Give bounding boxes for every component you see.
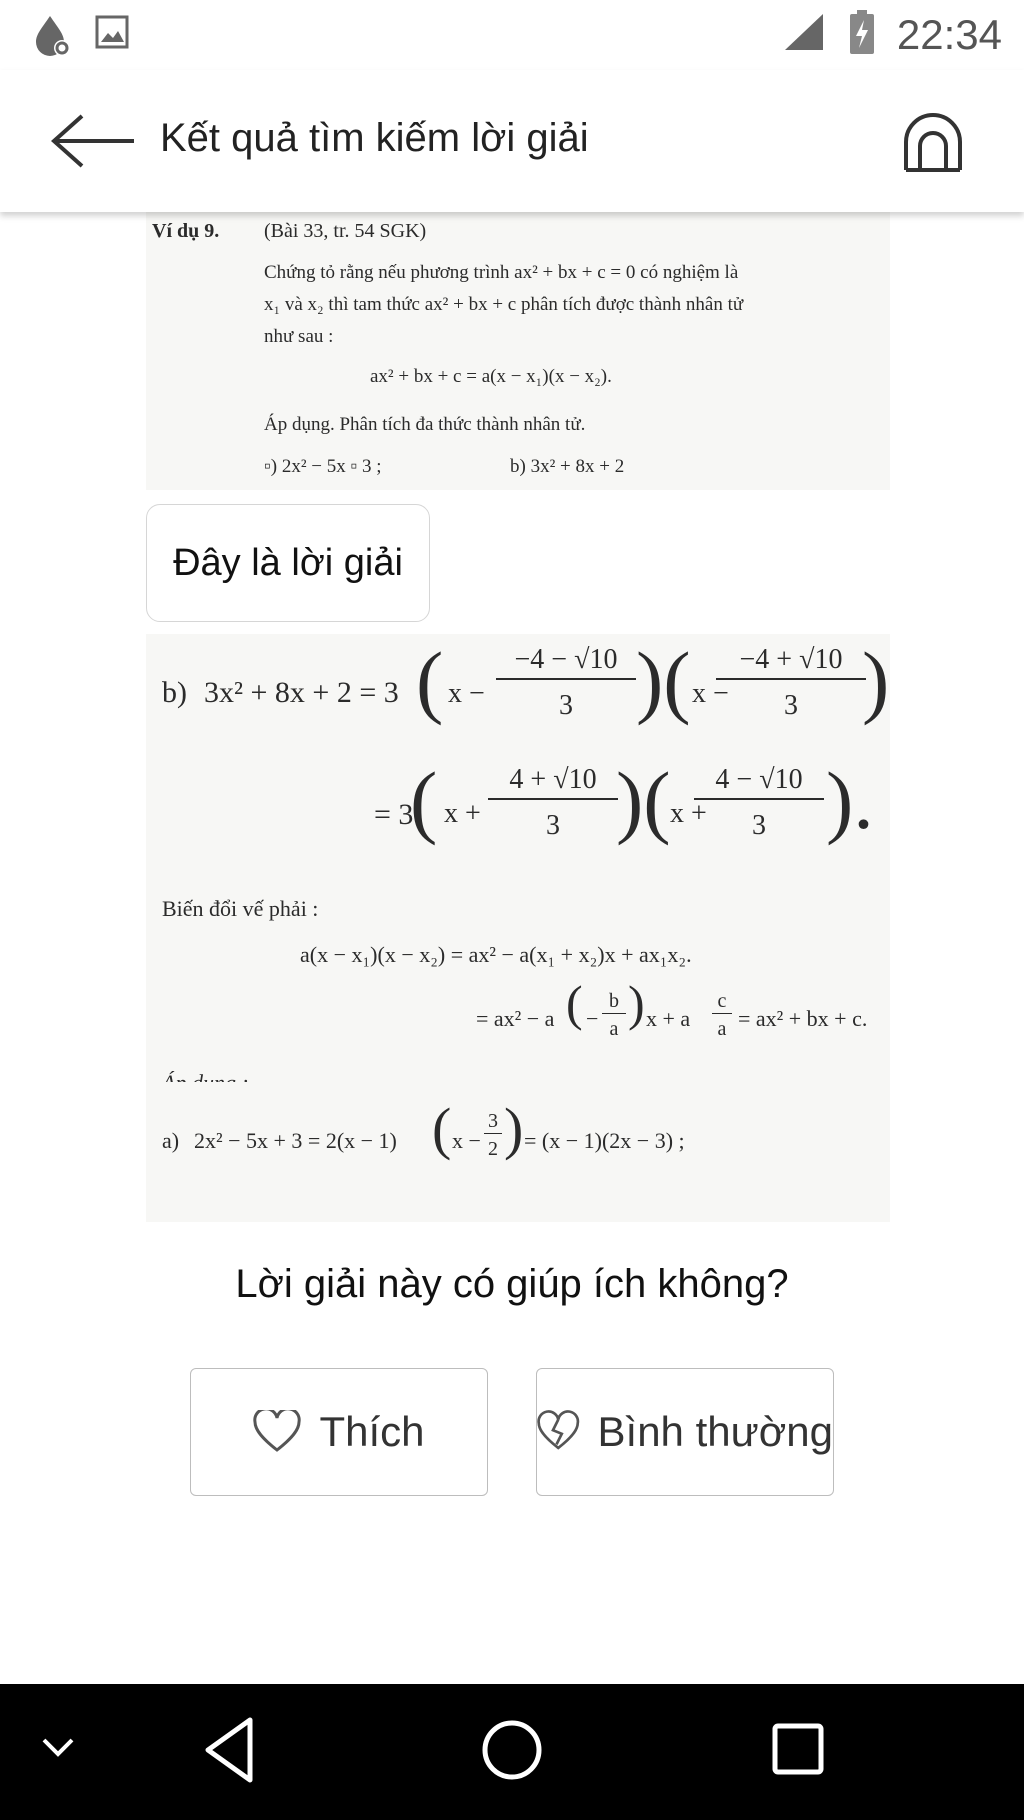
navigation-bar <box>0 1684 1024 1820</box>
problem-part-a: ▫) 2x² − 5x ▫ 3 ; <box>264 456 382 477</box>
apply-a-rhs: = (x − 1)(2x − 3) ; <box>524 1128 685 1153</box>
solution-scan-apply <box>146 1082 890 1222</box>
transform-line-2-b: x + a <box>646 1006 691 1031</box>
battery-charging-icon <box>849 10 875 59</box>
like-button[interactable] <box>190 1368 488 1496</box>
problem-part-b: b) 3x² + 8x + 2 <box>510 456 625 477</box>
signal-icon <box>781 12 827 57</box>
paren: ) <box>628 975 645 1031</box>
x-minus: x − <box>452 1128 481 1153</box>
minus-sign: − <box>586 1006 599 1031</box>
problem-scan <box>146 212 890 490</box>
paren: ) <box>504 1096 524 1161</box>
recents-button[interactable] <box>766 1714 830 1791</box>
drop-notification-icon <box>32 14 72 63</box>
nav-back-button[interactable] <box>198 1714 262 1791</box>
paren: ) <box>862 635 890 726</box>
x-plus: x + <box>670 798 707 829</box>
paren: )( <box>616 755 671 846</box>
problem-apply: Áp dụng. Phân tích đa thức thành nhân tử. <box>264 414 586 435</box>
paren: ( <box>432 1096 452 1161</box>
answer-chip: Đây là lời giải <box>146 504 430 622</box>
x-minus: x − <box>692 678 729 709</box>
square-recents-icon <box>766 1714 830 1786</box>
helmet-icon <box>900 108 966 174</box>
fraction-num: b <box>602 990 626 1014</box>
home-button[interactable] <box>478 1714 546 1791</box>
fraction-den: a <box>717 1018 727 1040</box>
circle-home-icon <box>478 1714 546 1786</box>
transform-line-1: a(x − x₁)(x − x₂) = ax² − a(x₁ + x₂)x + ax₁x₂. <box>300 942 692 967</box>
solution-b-label: b) <box>162 676 187 709</box>
problem-source: (Bài 33, tr. 54 SGK) <box>264 220 427 242</box>
paren: ( <box>410 755 438 846</box>
normal-button[interactable] <box>536 1368 834 1496</box>
heart-icon <box>253 1410 301 1454</box>
problem-identity: ax² + bx + c = a(x − x₁)(x − x₂). <box>370 366 612 387</box>
back-arrow-icon <box>44 108 140 174</box>
fraction-den: 3 <box>752 810 766 841</box>
feedback-question: Lời giải này có giúp ích không? <box>235 1262 789 1306</box>
status-bar <box>0 0 1024 70</box>
fraction-den: 3 <box>559 690 573 721</box>
broken-heart-icon <box>537 1410 580 1454</box>
normal-label: Bình thường <box>597 1408 833 1455</box>
fraction-num: 4 − √10 <box>694 764 824 800</box>
collapse-button[interactable] <box>38 1732 78 1767</box>
problem-label: Ví dụ 9. <box>152 220 220 242</box>
paren: ). <box>826 755 874 846</box>
paren: ( <box>416 635 444 726</box>
fraction-num: 4 + √10 <box>488 764 618 800</box>
fraction-num: 3 <box>484 1110 502 1134</box>
solution-scan <box>146 634 890 1082</box>
paren: ( <box>566 975 583 1031</box>
solution-b2-lhs: = 3 <box>374 798 414 831</box>
image-notification-icon <box>94 14 130 63</box>
apply-a-lhs: 2x² − 5x + 3 = 2(x − 1) <box>194 1128 397 1153</box>
paren: )( <box>636 635 691 726</box>
problem-line-2: x₁ và x₂ thì tam thức ax² + bx + c phân tích được thành nhân tử <box>264 294 744 315</box>
fraction-num: −4 − √10 <box>496 644 636 680</box>
transform-label: Biến đổi vế phải : <box>162 896 319 921</box>
x-minus: x − <box>448 678 485 709</box>
page-title: Kết quả tìm kiếm lời giải <box>160 116 589 160</box>
content-area[interactable] <box>0 212 1024 1684</box>
fraction-den: 3 <box>546 810 560 841</box>
back-button[interactable] <box>44 108 140 174</box>
problem-line-1: Chứng tỏ rằng nếu phương trình ax² + bx + c = 0 có nghiệm là <box>264 262 739 283</box>
chevron-down-icon <box>38 1732 78 1762</box>
x-plus: x + <box>444 798 481 829</box>
fraction-den: 2 <box>488 1138 498 1160</box>
app-bar <box>0 70 1024 212</box>
transform-line-2-a: = ax² − a <box>476 1006 555 1031</box>
fraction-num: c <box>712 990 732 1014</box>
problem-line-3: như sau : <box>264 326 334 347</box>
fraction-den: a <box>609 1018 619 1040</box>
helmet-button[interactable] <box>900 108 966 174</box>
status-time: 22:34 <box>896 10 1002 58</box>
triangle-back-icon <box>198 1714 262 1786</box>
like-label: Thích <box>319 1408 425 1455</box>
transform-line-2-end: = ax² + bx + c. <box>738 1006 868 1031</box>
apply-a-label: a) <box>162 1128 180 1153</box>
fraction-den: 3 <box>784 690 798 721</box>
fraction-num: −4 + √10 <box>716 644 866 680</box>
solution-b-lhs: 3x² + 8x + 2 = 3 <box>204 676 399 709</box>
